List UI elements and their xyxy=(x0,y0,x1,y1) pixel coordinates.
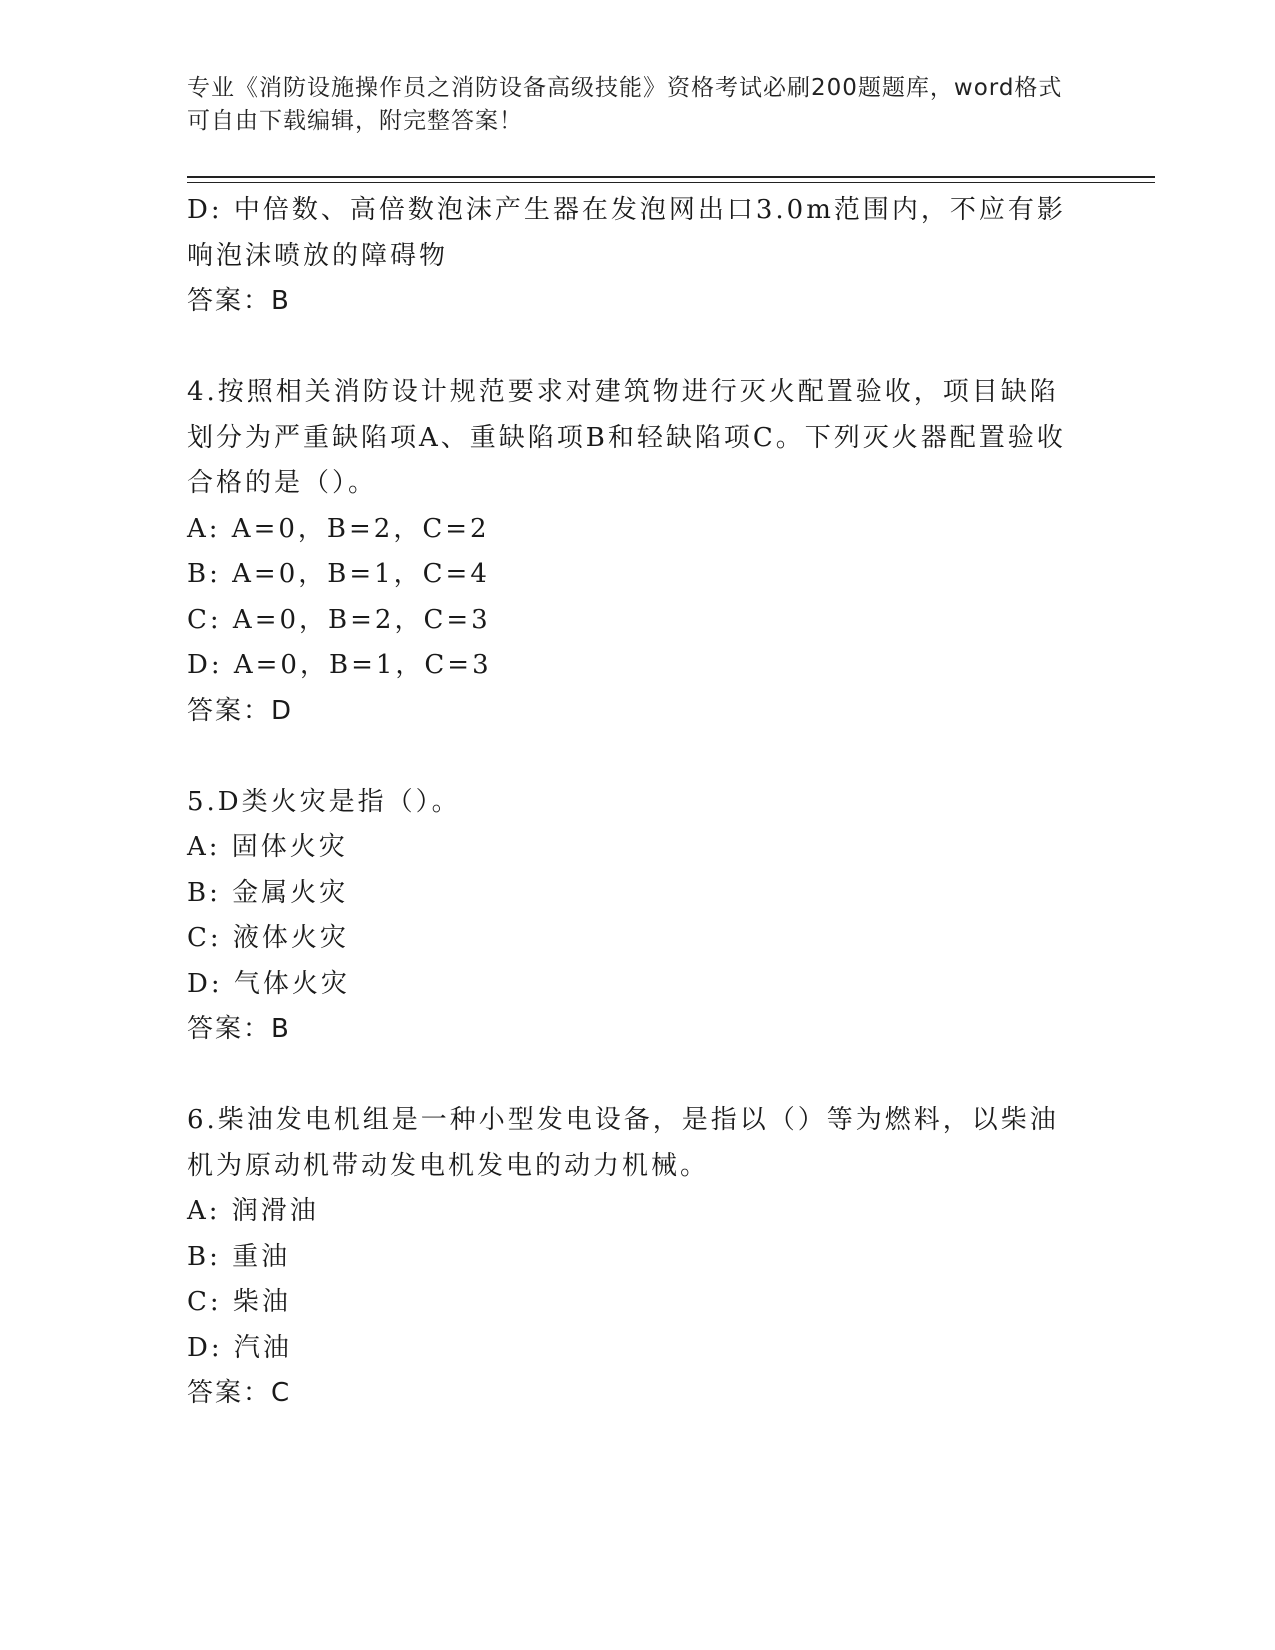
header-title: 专业《消防设施操作员之消防设备高级技能》资格考试必刷200题题库，word格式可自由下载编辑，附完整答案！ xyxy=(187,75,1063,134)
question-5 xyxy=(187,780,1077,1053)
option-d: D: A=0，B=1，C=3 xyxy=(187,650,492,680)
option-b: B: 重油 xyxy=(187,1241,291,1272)
option-d-line: D: 中倍数、高倍数泡沫产生器在发泡网出口3.0m范围内，不应有影 xyxy=(187,195,1066,225)
answer-line: 答案：C xyxy=(187,1378,292,1408)
answer-line: 答案：D xyxy=(187,695,294,726)
question-stem-line: 4.按照相关消防设计规范要求对建筑物进行灭火配置验收，项目缺陷 xyxy=(187,377,1059,407)
option-a: A: 固体火灾 xyxy=(187,832,348,862)
question-4 xyxy=(187,370,1077,734)
question-stem-line: 5.D类火灾是指（）。 xyxy=(187,786,461,817)
question-stem-line: 6.柴油发电机组是一种小型发电设备，是指以（）等为燃料，以柴油 xyxy=(187,1105,1059,1135)
spacer xyxy=(187,325,1077,371)
spacer xyxy=(187,1053,1077,1099)
header-divider-thick xyxy=(187,176,1155,178)
carryover-block xyxy=(187,188,1077,325)
spacer xyxy=(187,734,1077,780)
question-stem-line: 机为原动机带动发电机发电的动力机械。 xyxy=(187,1150,710,1181)
option-a: A: 润滑油 xyxy=(187,1196,319,1226)
option-c: C: A=0，B=2，C=3 xyxy=(187,604,491,635)
question-stem-line: 划分为严重缺陷项A、重缺陷项B和轻缺陷项C。下列灭火器配置验收 xyxy=(187,422,1066,453)
option-d-line: 响泡沫喷放的障碍物 xyxy=(187,240,449,271)
question-6 xyxy=(187,1098,1077,1417)
option-b: B: 金属火灾 xyxy=(187,877,349,908)
option-d: D: 汽油 xyxy=(187,1332,292,1363)
question-stem-line: 合格的是（）。 xyxy=(187,468,378,498)
option-c: C: 液体火灾 xyxy=(187,923,349,953)
answer-line: 答案：B xyxy=(187,286,291,316)
question-content xyxy=(187,188,1077,1417)
option-b: B: A=0，B=1，C=4 xyxy=(187,559,490,589)
option-a: A: A=0，B=2，C=2 xyxy=(187,513,490,544)
header-divider-thin xyxy=(187,182,1155,183)
option-d: D: 气体火灾 xyxy=(187,968,350,999)
document-header xyxy=(187,72,1067,138)
answer-line: 答案：B xyxy=(187,1014,291,1044)
option-c: C: 柴油 xyxy=(187,1287,291,1317)
